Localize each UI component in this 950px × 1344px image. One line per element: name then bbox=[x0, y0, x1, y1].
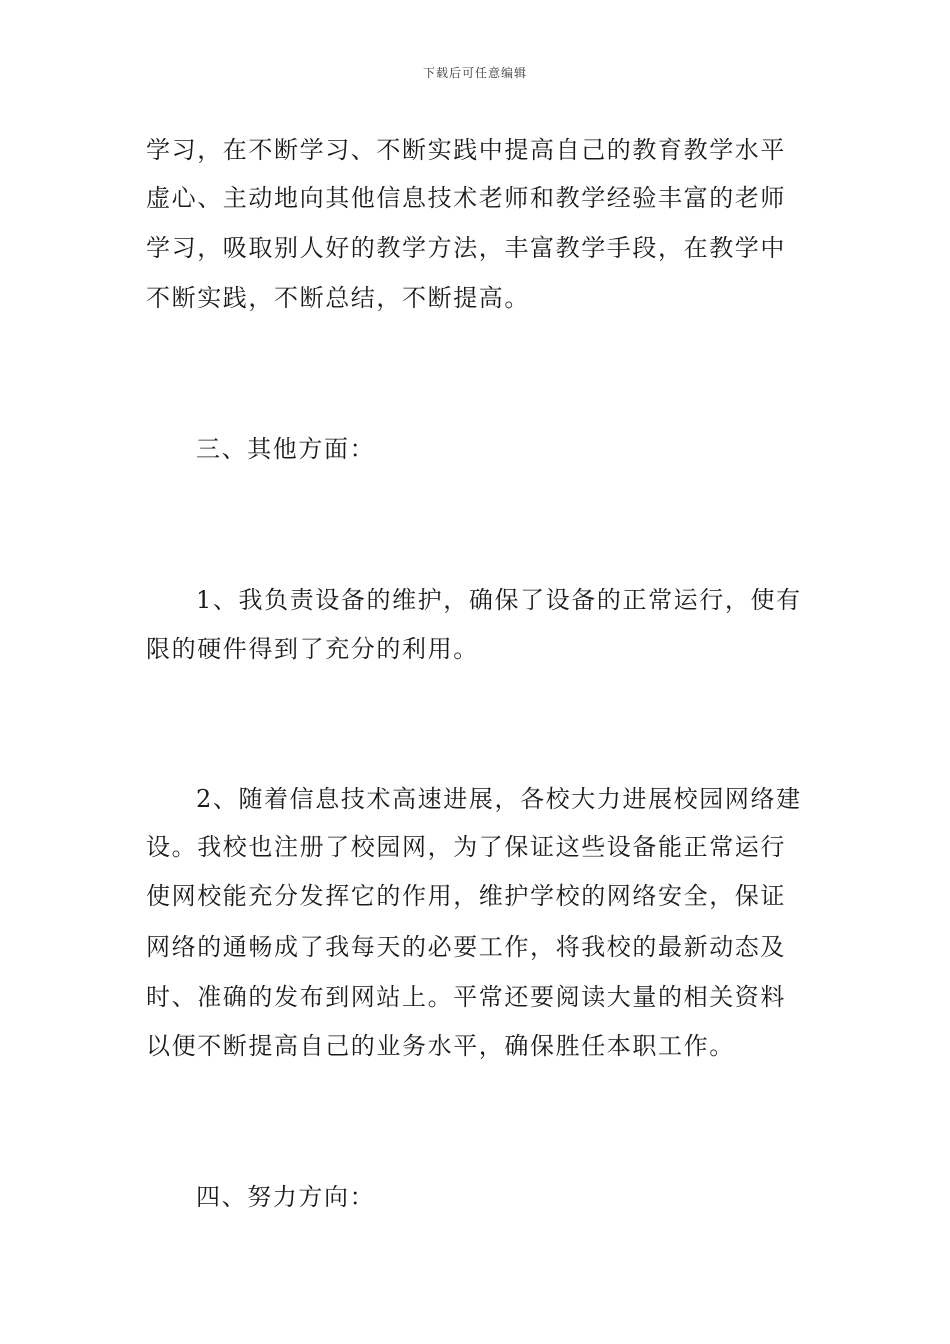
text-line: 学习，在不断学习、不断实践中提高自己的教育教学水平 bbox=[146, 136, 786, 164]
text-line: 虚心、主动地向其他信息技术老师和教学经验丰富的老师 bbox=[146, 184, 786, 212]
text-line: 2、随着信息技术高速进展，各校大力进展校园网络建 bbox=[196, 785, 802, 813]
text-line: 1、我负责设备的维护，确保了设备的正常运行，使有 bbox=[196, 586, 802, 614]
text-line: 使网校能充分发挥它的作用，维护学校的网络安全，保证 bbox=[146, 882, 786, 910]
section-heading-other: 三、其他方面： bbox=[196, 435, 376, 463]
text-line: 设。我校也注册了校园网，为了保证这些设备能正常运行 bbox=[146, 833, 786, 861]
text-line: 限的硬件得到了充分的利用。 bbox=[146, 635, 479, 663]
text-line: 学习，吸取别人好的教学方法，丰富教学手段，在教学中 bbox=[146, 234, 786, 262]
text-line: 时、准确的发布到网站上。平常还要阅读大量的相关资料 bbox=[146, 983, 786, 1011]
page-header: 下载后可任意编辑 bbox=[422, 66, 527, 80]
text-line: 不断实践，不断总结，不断提高。 bbox=[146, 284, 530, 312]
text-line: 网络的通畅成了我每天的必要工作，将我校的最新动态及 bbox=[146, 933, 786, 961]
text-line: 以便不断提高自己的业务水平，确保胜任本职工作。 bbox=[146, 1032, 735, 1060]
section-heading-direction: 四、努力方向： bbox=[196, 1183, 376, 1211]
